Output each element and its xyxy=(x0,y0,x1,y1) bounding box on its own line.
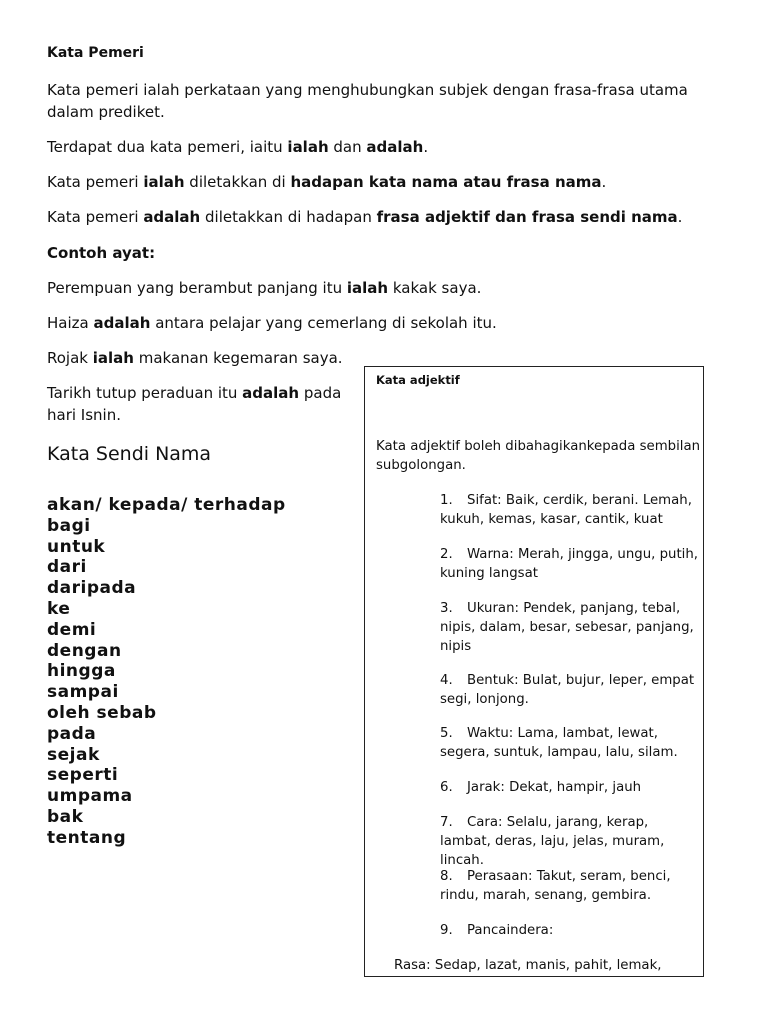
text-span: . xyxy=(423,138,429,156)
adjektif-text-box xyxy=(364,366,704,977)
adjektif-box-intro: Kata adjektif boleh dibahagikankepada sembilan subgolongan. xyxy=(376,439,701,473)
example-sentence-4 xyxy=(47,382,359,426)
adjektif-list-item xyxy=(440,778,702,797)
item-number: 9. xyxy=(440,923,453,938)
adjektif-list-item xyxy=(440,813,702,870)
bold-phrase: hadapan kata nama atau frasa nama xyxy=(290,173,602,191)
list-item: akan/ kepada/ terhadap xyxy=(47,495,286,515)
bold-word: adalah xyxy=(143,208,201,226)
example-sentence-3 xyxy=(47,347,367,369)
bold-word: adalah xyxy=(366,138,424,156)
text-span: dan xyxy=(328,138,367,156)
list-item: bak xyxy=(47,806,84,827)
list-item: pada xyxy=(47,723,97,744)
text-span: antara pelajar yang cemerlang di sekolah itu. xyxy=(150,314,497,332)
list-item: dari xyxy=(47,557,87,578)
list-item: hingga xyxy=(47,661,116,682)
definition-paragraph: Kata pemeri ialah perkataan yang menghubungkan subjek dengan frasa-frasa utama dalam prediket. xyxy=(47,81,688,121)
item-text: Perasaan: Takut, seram, benci, rindu, marah, senang, gembira. xyxy=(440,869,671,903)
item-text: Waktu: Lama, lambat, lewat, segera, suntuk, lampau, lalu, silam. xyxy=(440,726,678,760)
list-item: oleh sebab xyxy=(47,702,157,723)
adjektif-list-item xyxy=(440,671,702,709)
text-span: Terdapat dua kata pemeri, iaitu xyxy=(47,138,288,156)
item-text: Pancaindera: xyxy=(467,923,554,938)
text-span: diletakkan di hadapan xyxy=(200,208,377,226)
item-number: 2. xyxy=(440,547,453,562)
item-number: 1. xyxy=(440,493,453,508)
bold-word: adalah xyxy=(242,384,300,402)
bold-word: adalah xyxy=(93,314,151,332)
adjektif-box-title: Kata adjektif xyxy=(376,373,460,387)
bold-word: ialah xyxy=(346,279,389,297)
list-item: tentang xyxy=(47,827,127,848)
ialah-rule-paragraph xyxy=(47,171,727,193)
list-item: umpama xyxy=(47,786,133,807)
item-text: Ukuran: Pendek, panjang, tebal, nipis, dalam, besar, sebesar, panjang, nipis xyxy=(440,601,694,654)
page-heading: Kata Pemeri xyxy=(47,45,144,61)
list-item: demi xyxy=(47,619,97,640)
text-span: Perempuan yang berambut panjang itu xyxy=(47,279,347,297)
rasa-line: Rasa: Sedap, lazat, manis, pahit, lemak, xyxy=(394,958,662,973)
list-item: sejak xyxy=(47,744,100,765)
text-span: Tarikh tutup peraduan itu xyxy=(47,384,243,402)
item-number: 3. xyxy=(440,601,453,616)
item-number: 6. xyxy=(440,780,453,795)
examples-heading: Contoh ayat: xyxy=(47,244,156,262)
adjektif-list-item xyxy=(440,724,702,762)
adjektif-list-item xyxy=(440,867,702,905)
text-span: diletakkan di xyxy=(184,173,291,191)
list-item: dengan xyxy=(47,640,122,661)
text-span: Kata pemeri xyxy=(47,208,144,226)
item-number: 5. xyxy=(440,726,453,741)
adjektif-list-item xyxy=(440,599,702,656)
adjektif-list-item xyxy=(440,545,702,583)
item-text: Jarak: Dekat, hampir, jauh xyxy=(467,780,642,795)
item-number: 8. xyxy=(440,869,453,884)
bold-word: ialah xyxy=(287,138,329,156)
item-number: 7. xyxy=(440,815,453,830)
text-span: kakak saya. xyxy=(388,279,482,297)
example-sentence-1 xyxy=(47,277,727,299)
item-text: Warna: Merah, jingga, ungu, putih, kuning langsat xyxy=(440,547,699,581)
text-span: Haiza xyxy=(47,314,94,332)
list-item: ke xyxy=(47,598,71,619)
sendi-nama-title: Kata Sendi Nama xyxy=(47,443,212,465)
list-item: daripada xyxy=(47,578,137,599)
adjektif-list-item xyxy=(440,921,702,940)
adalah-rule-paragraph xyxy=(47,206,747,228)
list-item: sampai xyxy=(47,682,119,703)
bold-word: ialah xyxy=(143,173,185,191)
list-item: bagi xyxy=(47,515,91,536)
text-span: makanan kegemaran saya. xyxy=(133,349,343,367)
text-span: . xyxy=(677,208,683,226)
text-span: pada hari Isnin. xyxy=(47,384,342,424)
bold-phrase: frasa adjektif dan frasa sendi nama xyxy=(376,208,678,226)
example-sentence-2 xyxy=(47,312,727,334)
list-item: untuk xyxy=(47,536,106,557)
item-text: Cara: Selalu, jarang, kerap, lambat, deras, laju, jelas, muram, lincah. xyxy=(440,815,665,868)
text-span: Rojak xyxy=(47,349,93,367)
bold-word: ialah xyxy=(92,349,134,367)
sendi-nama-list xyxy=(47,495,286,849)
text-span: Kata pemeri xyxy=(47,173,144,191)
list-item: seperti xyxy=(47,765,119,786)
text-span: . xyxy=(601,173,607,191)
item-number: 4. xyxy=(440,673,453,688)
pemeri-types-paragraph xyxy=(47,136,727,158)
item-text: Sifat: Baik, cerdik, berani. Lemah, kukuh, kemas, kasar, cantik, kuat xyxy=(440,493,692,527)
adjektif-list-item xyxy=(440,491,702,529)
item-text: Bentuk: Bulat, bujur, leper, empat segi, lonjong. xyxy=(440,673,695,707)
